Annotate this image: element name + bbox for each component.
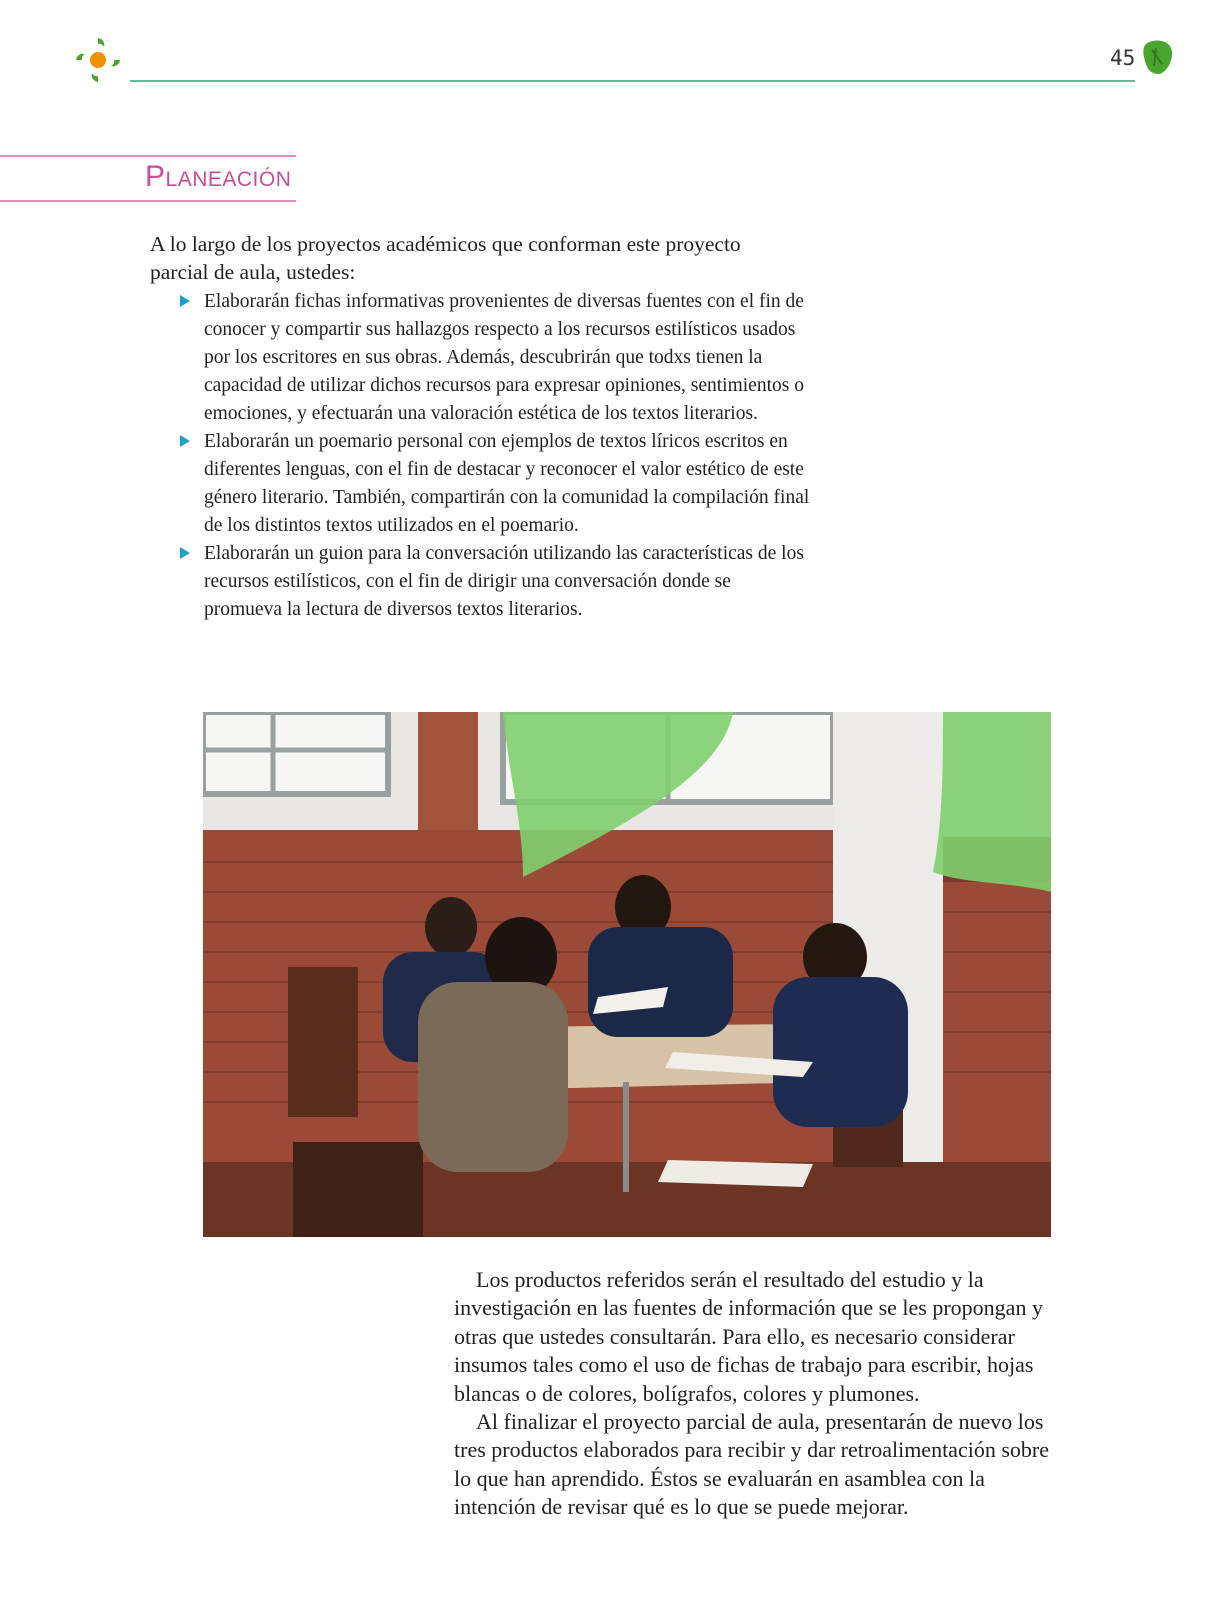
section-title: Planeación: [145, 160, 292, 193]
closing-paragraph: Al finalizar el proyecto parcial de aula, presentarán de nuevo los tres productos elaborados para recibir y dar retroalimentación sobre lo que han aprendido. Éstos se evaluarán en asamblea con la intención de revisar qué es lo que se puede mejorar.: [454, 1409, 1049, 1520]
leaf-icon: [1140, 38, 1174, 76]
list-item: [180, 428, 810, 540]
classroom-photo: [203, 712, 1051, 1237]
closing-text: [454, 1266, 1064, 1522]
bullet-arrow-icon: [180, 547, 190, 559]
list-item: [180, 540, 810, 624]
section-rule-bottom: [0, 200, 296, 202]
list-item-text: Elaborarán fichas informativas provenientes de diversas fuentes con el fin de conocer y compartir sus hallazgos respecto a los recursos estilísticos usados por los escritores en sus obras. Además, descubrirán que todxs tienen la capacidad de utilizar dichos recursos para expresar opiniones, sentimientos o emociones, y efectuarán una valoración estética de los textos literarios.: [204, 291, 804, 424]
intro-paragraph: A lo largo de los proyectos académicos que conforman este proyecto parcial de aula, ustedes:: [150, 232, 741, 284]
header-rule: [130, 80, 1135, 82]
section-rule-top: [0, 155, 296, 157]
list-item-text: Elaborarán un guion para la conversación utilizando las características de los recursos estilísticos, con el fin de dirigir una conversación donde se promueva la lectura de diversos textos literarios.: [204, 543, 804, 620]
list-item: [180, 288, 810, 428]
program-logo-icon: [72, 34, 124, 86]
list-item-text: Elaborarán un poemario personal con ejemplos de textos líricos escritos en diferentes lenguas, con el fin de destacar y reconocer el valor estético de este género literario. También, compartirán con la comunidad la compilación final de los distintos textos utilizados en el poemario.: [204, 431, 810, 536]
bullet-arrow-icon: [180, 435, 190, 447]
bullet-arrow-icon: [180, 295, 190, 307]
closing-paragraph: Los productos referidos serán el resultado del estudio y la investigación en las fuentes de información que se les propongan y otras que ustedes consultarán. Para ello, es necesario considerar insumos tales como el uso de fichas de trabajo para escribir, hojas blancas o de colores, bolígrafos, colores y plumones.: [454, 1267, 1043, 1406]
product-list: [180, 288, 810, 624]
page-number: 45: [1110, 46, 1136, 70]
